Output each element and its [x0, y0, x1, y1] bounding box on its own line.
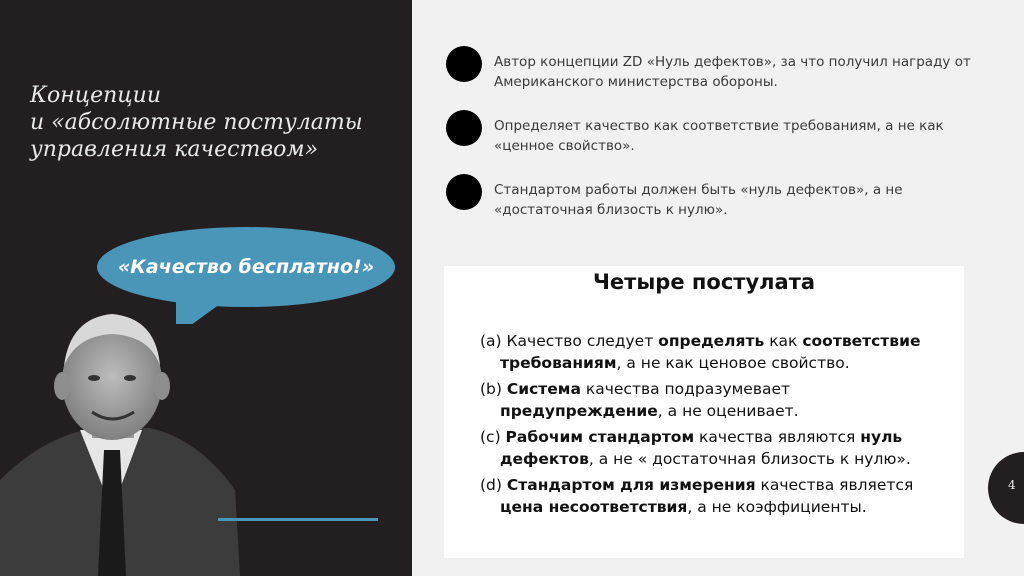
bullet-list [444, 44, 1004, 236]
postulate-text: качества является [755, 476, 914, 494]
title-line-2: и «абсолютные постулаты [30, 110, 363, 135]
postulate-text: качества подразумевает [580, 380, 791, 398]
postulate-item [480, 474, 950, 518]
portrait-photo [0, 300, 240, 576]
postulate-emphasis: определять [658, 332, 765, 350]
title-line-3: управления качеством» [30, 137, 319, 162]
postulate-text: , а не « достаточная близость к нулю». [588, 450, 911, 468]
postulate-emphasis: Стандартом для измерения [506, 476, 756, 494]
page-number: 4 [1008, 478, 1016, 492]
postulates-title: Четыре постулата [592, 270, 816, 294]
postulate-emphasis: нуль дефектов [500, 428, 903, 468]
postulates-image [444, 266, 964, 558]
postulate-emphasis: Рабочим стандартом [505, 428, 695, 446]
bullet-text: Автор концепции ZD «Нуль дефектов», за что получил награду от Американского министерства обороны. [494, 54, 971, 90]
bullet-item [444, 172, 1004, 220]
bullet-dot [446, 46, 482, 82]
bullet-item [444, 108, 1004, 156]
postulate-text: качества являются [694, 428, 861, 446]
postulate-text: , а не как ценовое свойство. [616, 354, 850, 372]
postulate-item [480, 426, 950, 470]
postulate-text: , а не оценивает. [657, 402, 799, 420]
postulate-marker: (d) [480, 476, 507, 494]
postulate-text: Качество следует [506, 332, 659, 350]
quote-text: «Качество бесплатно!» [117, 256, 375, 278]
postulate-emphasis: предупреждение [500, 402, 658, 420]
page-number-badge [988, 452, 1024, 524]
postulate-text: как [764, 332, 803, 350]
postulate-marker: (b) [480, 380, 507, 398]
postulate-item [480, 330, 950, 374]
postulate-marker: (a) [480, 332, 507, 350]
postulate-marker: (c) [480, 428, 506, 446]
postulate-emphasis: Система [506, 380, 581, 398]
bullet-text: Стандартом работы должен быть «нуль дефектов», а не «достаточная близость к нулю». [494, 182, 903, 218]
bullet-text: Определяет качество как соответствие требованиям, а не как «ценное свойство». [494, 118, 944, 154]
bullet-dot [446, 110, 482, 146]
title-line-1: Концепции [30, 83, 161, 108]
postulates-list [480, 330, 950, 522]
left-panel [0, 0, 412, 576]
slide-title [30, 82, 400, 163]
postulate-emphasis: соответствие требованиям [500, 332, 921, 372]
postulate-text: , а не коэффициенты. [687, 498, 867, 516]
postulate-item [480, 378, 950, 422]
postulate-emphasis: цена несоответствия [500, 498, 688, 516]
bullet-dot [446, 174, 482, 210]
accent-line [218, 518, 378, 521]
bullet-item [444, 44, 1004, 92]
